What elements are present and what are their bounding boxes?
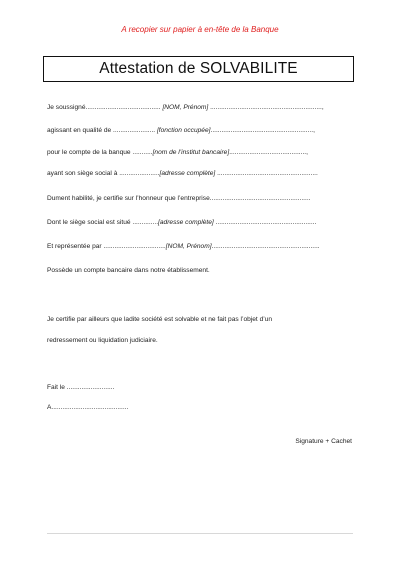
bank-address-line — [47, 169, 318, 178]
representative-line — [47, 242, 320, 251]
declarant-function-prefix: agissant en qualité de ....................... — [47, 127, 157, 134]
declarant-name-suffix: ............................................................., — [208, 104, 324, 111]
bank-address-prefix: ayant son siège social à ...................... — [47, 170, 160, 177]
bank-name-line — [47, 148, 308, 157]
bank-name-field: [nom de l’institut bancaire] — [152, 149, 230, 156]
bank-name-suffix: .........................................., — [229, 149, 308, 156]
solvency-statement-line-2: redressement ou liquidation judiciaire. — [47, 337, 158, 344]
bank-address-field: [adresse complète] — [159, 170, 216, 177]
declarant-name-line — [47, 103, 324, 112]
declarant-function-line — [47, 126, 315, 135]
company-address-field: [adresse complète] — [158, 219, 214, 226]
place-line: A.......................................... — [47, 404, 129, 411]
certification-line: Dument habilité, je certifie sur l’honneur que l’entreprise....................................................... — [47, 195, 311, 202]
bank-name-prefix: pour le compte de la banque ........... — [47, 149, 153, 156]
bank-account-line: Possède un compte bancaire dans notre établissement. — [47, 267, 210, 274]
representative-suffix: ........................................................... — [211, 243, 320, 250]
footer-divider — [47, 533, 353, 534]
declarant-name-field: [NOM, Prénom] — [162, 104, 209, 111]
signature-label: Signature + Cachet — [295, 438, 352, 445]
representative-field: [NOM, Prénom] — [165, 243, 212, 250]
representative-prefix: Et représentée par .................................. — [47, 243, 166, 250]
company-address-prefix: Dont le siège social est situé .............. — [47, 219, 159, 226]
company-address-line — [47, 218, 316, 227]
declarant-function-suffix: ........................................................, — [210, 127, 315, 134]
company-address-suffix: ....................................................... — [213, 219, 317, 226]
fait-le-line: Fait le .......................... — [47, 384, 115, 391]
declarant-name-prefix: Je soussigné......................................... — [47, 104, 163, 111]
title-box — [43, 56, 354, 82]
document-title: Attestation de SOLVABILITE — [99, 60, 298, 77]
bank-address-suffix: ....................................................... — [215, 170, 318, 177]
declarant-function-field: [fonction occupée] — [156, 127, 211, 134]
solvency-statement-line: Je certifie par ailleurs que ladite société est solvable et ne fait pas l’objet d’un — [47, 316, 273, 323]
header-note: A recopier sur papier à en-tête de la Banque — [121, 25, 279, 34]
